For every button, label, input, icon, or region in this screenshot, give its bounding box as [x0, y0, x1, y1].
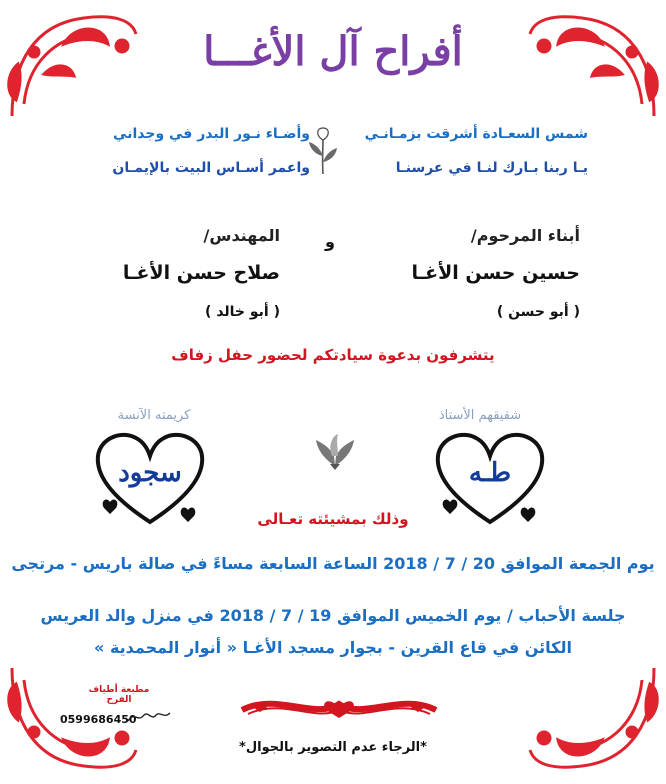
groom-father-label: أبناء المرحوم/	[470, 226, 580, 245]
bride-father-label: المهندس/	[203, 226, 280, 245]
bride-name: سجود	[118, 458, 182, 488]
verse-left-1: وأضـاء نـور البدر في وجداني	[113, 126, 310, 142]
bride-relation: كريمته الآنسة	[117, 408, 191, 423]
ribbon-hearts-ornament-icon	[236, 684, 442, 722]
verse-right-1: شمس السعـادة أشرقت بزمـانـي	[364, 126, 588, 142]
bride-father-kunya: ( أبو خالد )	[205, 304, 280, 320]
press-phone: 0599686450	[60, 713, 137, 726]
bride-father-name: صلاح حسن الأغـا	[122, 262, 280, 284]
groom-name: طـه	[468, 458, 512, 488]
groom-father-kunya: ( أبو حسن )	[496, 304, 580, 320]
invitation-text: يتشرفون بدعوة سيادتكم لحضور حفل زفاف	[171, 346, 495, 364]
flower-icon	[306, 126, 340, 176]
groom-relation: شقيقهم الأستاذ	[438, 408, 522, 423]
signature-icon	[126, 709, 172, 725]
invitation-title: أفراح آل الأغـــا	[203, 28, 463, 75]
press-name: مطبعة أطياف الفرح	[88, 685, 150, 705]
gods-will-text: وذلك بمشيئته تعـالى	[257, 510, 409, 528]
groom-father-name: حسين حسن الأغـا	[411, 262, 580, 284]
gathering-line-1: جلسة الأحباب / يوم الخميس الموافق 19 / 7 / 2018 في منزل والد العريس	[40, 606, 626, 625]
verse-left-2: واعمر أسـاس البيت بالإيمـان	[112, 160, 310, 176]
conjunction-text: و	[325, 232, 335, 251]
gathering-line-2: الكائن في قاع القرين - بجوار مسجد الأغـا « أنوار المحمدية »	[94, 638, 572, 657]
wedding-date-line: يوم الجمعة الموافق 20 / 7 / 2018 الساعة السابعة مساءً في صالة باريس - مرتجى	[11, 554, 655, 573]
doves-icon	[312, 426, 358, 472]
no-photography-notice: *الرجاء عدم التصوير بالجوال*	[239, 740, 427, 755]
corner-ornament-bottom-right-icon	[522, 660, 662, 780]
verse-right-2: يـا ربنا بـارك لنـا في عرسنـا	[395, 160, 588, 176]
